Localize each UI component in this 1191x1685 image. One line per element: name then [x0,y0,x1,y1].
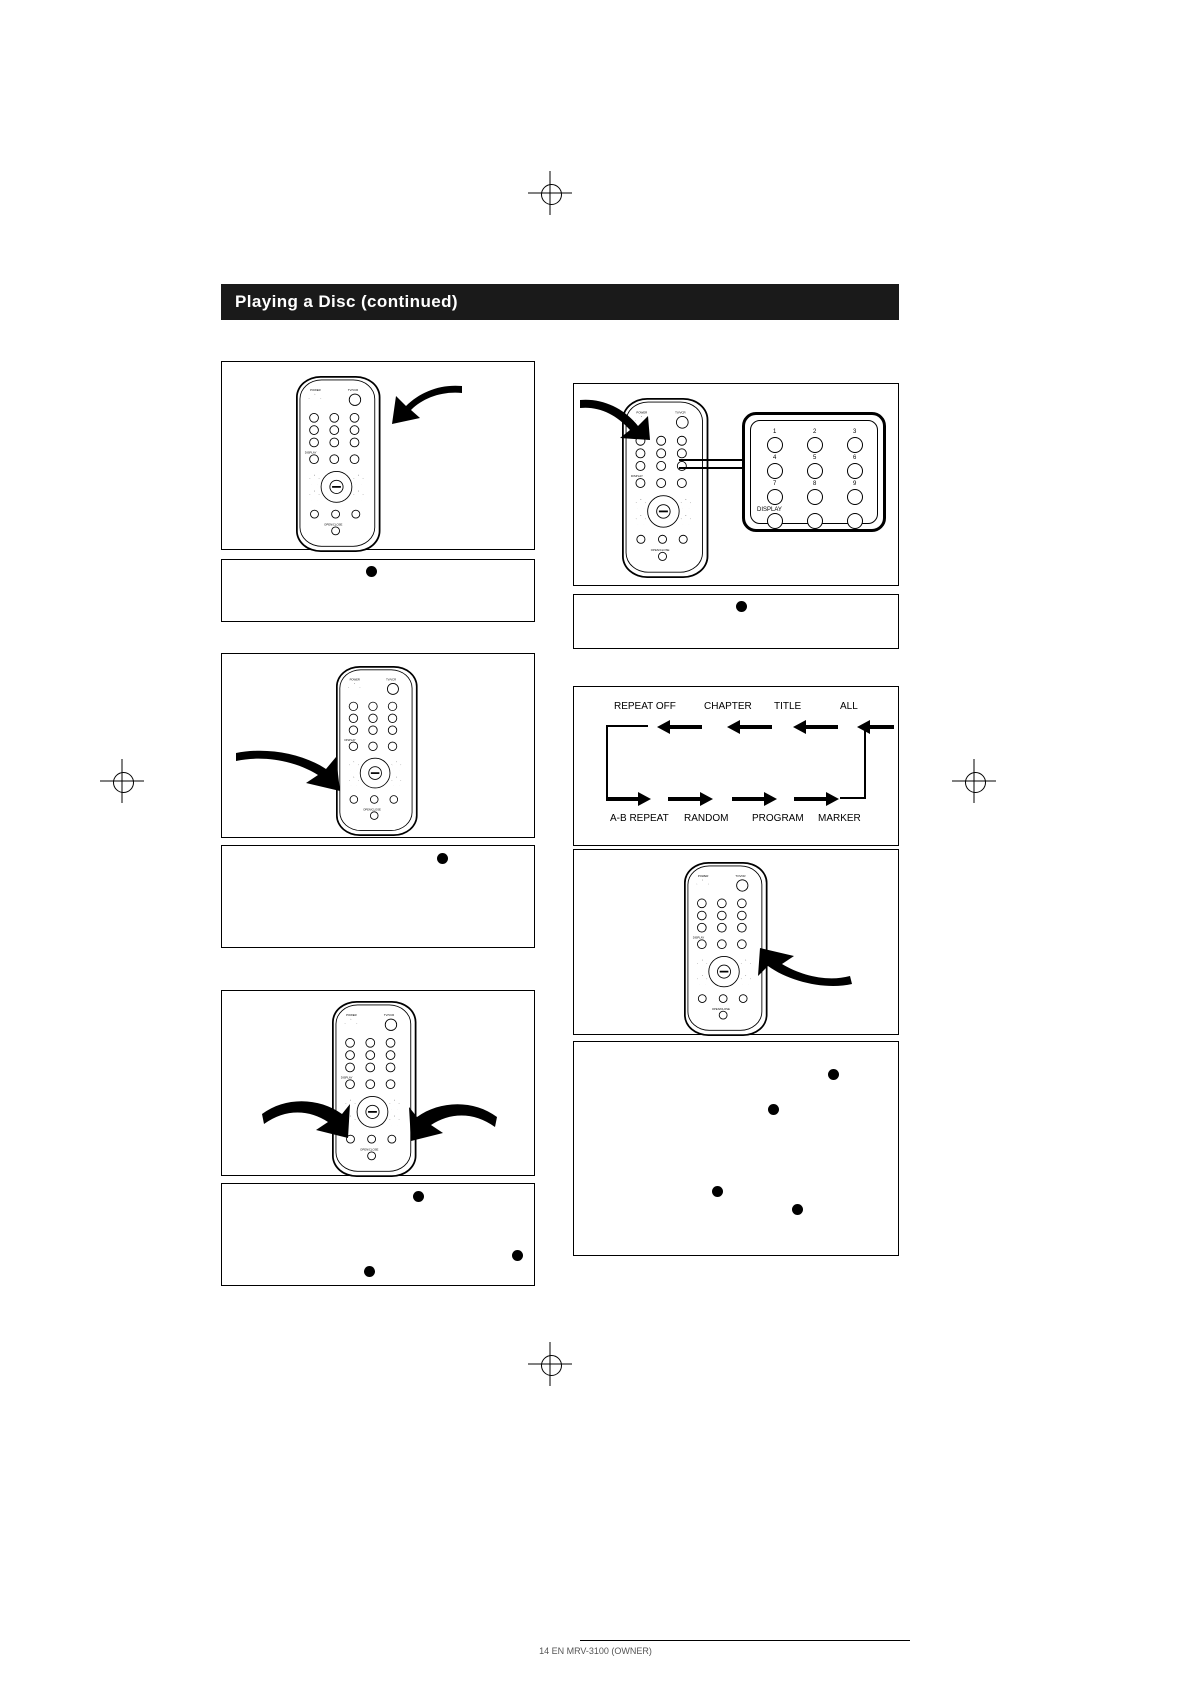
number-button-4[interactable] [697,911,707,921]
enter-bar [659,511,668,513]
cycle-connector-left-v [606,725,608,799]
number-button-8[interactable] [365,1063,375,1073]
label-display: DISPLAY [692,935,705,940]
pause-button[interactable] [719,994,728,1003]
cycle-arrow-bottom-2 [666,791,714,807]
stop-button[interactable] [387,1135,396,1144]
callout-leader-line [679,459,743,461]
enter-bar [332,486,341,488]
cycle-connector-right-h [840,797,866,799]
caption-bullet-3c [364,1266,375,1277]
callout-label-9: 9 [853,481,857,487]
callout-leader-line-lower [679,467,743,469]
cycle-arrow-bottom-1 [604,791,652,807]
number-button-7[interactable] [309,438,319,448]
number-button-5[interactable] [717,911,727,921]
figure-panel-number-buttons [573,383,899,586]
number-button-6[interactable] [386,1050,396,1060]
number-button-1[interactable] [697,899,707,909]
caption-bullet-5a [828,1069,839,1080]
callout-label-display: DISPLAY [757,507,782,513]
cycle-arrow-top-4 [856,719,896,735]
open-close-button[interactable] [719,1011,728,1020]
caption-bullet-5d [792,1204,803,1215]
pause-button[interactable] [331,510,340,519]
caption-panel-4 [573,594,899,649]
number-button-4[interactable] [636,448,646,458]
display-button[interactable] [345,1079,355,1089]
registration-mark-bottom [528,1342,572,1386]
display-button[interactable] [309,454,319,464]
callout-number-button-1[interactable] [767,437,783,453]
number-button-6[interactable] [677,448,687,458]
number-button-2[interactable] [368,702,377,711]
cycle-label-top-2: CHAPTER [704,701,752,712]
display-button[interactable] [697,939,707,949]
number-button-2[interactable] [656,436,666,446]
callout-label-1: 1 [773,429,777,435]
cycle-arrow-top-3 [792,719,840,735]
callout-label-2: 2 [813,429,817,435]
callout-number-button-2[interactable] [807,437,823,453]
number-button-3[interactable] [677,436,687,446]
label-tv-vcr: TV/VCR [675,410,686,415]
cycle-label-top-3: TITLE [774,701,802,712]
registration-circle [965,772,986,793]
callout-number-button-0[interactable] [807,513,823,529]
pointer-arrow-cursor-right [407,1099,497,1145]
callout-display-button[interactable] [767,513,783,529]
plus-ten-button[interactable] [677,478,687,488]
number-button-4[interactable] [349,714,358,723]
cycle-label-bottom-1: A-B REPEAT [610,813,669,824]
callout-number-button-4[interactable] [767,463,783,479]
number-button-0[interactable] [365,1079,375,1089]
callout-number-button-9[interactable] [847,489,863,505]
label-power: POWER [636,410,648,415]
callout-number-button-8[interactable] [807,489,823,505]
stop-button[interactable] [679,535,688,544]
number-button-0[interactable] [329,454,339,464]
display-button[interactable] [636,478,646,488]
cycle-label-top-1: REPEAT OFF [614,701,676,712]
play-button[interactable] [698,994,707,1003]
number-button-4[interactable] [309,425,319,435]
number-button-9[interactable] [350,438,360,448]
number-button-7[interactable] [636,461,646,471]
cycle-arrow-top-1 [656,719,704,735]
page-title: Playing a Disc (continued) [235,292,458,311]
registration-circle [113,772,134,793]
stop-button[interactable] [390,795,399,804]
caption-bullet-3b [512,1250,523,1261]
number-button-9[interactable] [737,923,747,933]
label-display: DISPLAY [340,1075,353,1080]
label-power: POWER [310,388,321,392]
number-button-1[interactable] [309,413,319,423]
pointer-arrow-power [390,384,462,426]
caption-bullet-1 [366,566,377,577]
enter-bar [371,772,380,774]
tv-vcr-button[interactable] [385,1019,397,1031]
callout-number-button-7[interactable] [767,489,783,505]
label-open-close: OPEN/CLOSE [650,548,670,552]
number-button-9[interactable] [388,726,397,735]
cycle-label-bottom-4: MARKER [818,813,861,824]
callout-label-6: 6 [853,455,857,461]
pointer-arrow-number-buttons [580,396,652,442]
label-power: POWER [349,677,360,682]
cycle-label-bottom-3: PROGRAM [752,813,804,824]
number-button-8[interactable] [717,923,727,933]
caption-panel-2 [221,845,535,948]
caption-panel-3 [221,1183,535,1286]
stop-button[interactable] [351,510,360,519]
play-button[interactable] [350,795,359,804]
cycle-diagram-panel [573,686,899,846]
label-open-close: OPEN/CLOSE [711,1007,730,1011]
open-close-button[interactable] [367,1151,376,1160]
callout-number-button-5[interactable] [807,463,823,479]
number-button-6[interactable] [388,714,397,723]
callout-label-4: 4 [773,455,777,461]
enter-bar [720,971,729,973]
number-button-2[interactable] [717,899,727,909]
number-button-1[interactable] [345,1038,355,1048]
label-tv-vcr: TV/VCR [347,388,359,392]
pause-button[interactable] [367,1135,376,1144]
stop-button[interactable] [739,994,748,1003]
callout-label-7: 7 [773,481,777,487]
play-button[interactable] [636,535,645,544]
caption-bullet-5c [712,1186,723,1197]
number-button-7[interactable] [345,1063,355,1073]
label-display: DISPLAY [344,738,356,742]
tv-vcr-button[interactable] [676,416,689,429]
caption-bullet-3a [413,1191,424,1202]
label-display: DISPLAY [631,474,643,479]
label-power: POWER [697,874,709,878]
open-close-button[interactable] [331,526,340,535]
number-button-8[interactable] [368,726,377,735]
label-tv-vcr: TV/VCR [383,1013,395,1017]
callout-plus-ten-button[interactable] [847,513,863,529]
cycle-label-top-4: ALL [840,701,858,712]
number-button-2[interactable] [329,413,339,423]
cycle-arrow-bottom-3 [730,791,778,807]
footer-divider [580,1640,910,1641]
figure-panel-play [573,849,899,1035]
registration-circle [541,1355,562,1376]
tv-vcr-button[interactable] [349,394,361,406]
number-button-5[interactable] [365,1050,375,1060]
number-button-3[interactable] [350,413,360,423]
label-tv-vcr: TV/VCR [386,677,397,682]
number-button-7[interactable] [697,923,707,933]
plus-ten-button[interactable] [350,454,360,464]
callout-label-8: 8 [813,481,817,487]
figure-panel-cursor [221,990,535,1176]
plus-ten-button[interactable] [386,1079,396,1089]
plus-ten-button[interactable] [737,939,747,949]
callout-number-button-3[interactable] [847,437,863,453]
registration-mark-right [952,759,996,803]
caption-panel-1 [221,559,535,622]
label-open-close: OPEN/CLOSE [363,807,381,812]
caption-bullet-4 [736,601,747,612]
tv-vcr-button[interactable] [387,683,399,695]
pause-button[interactable] [658,535,667,544]
tv-vcr-button[interactable] [736,879,748,891]
number-button-9[interactable] [386,1063,396,1073]
label-power: POWER [346,1013,357,1017]
label-open-close: OPEN/CLOSE [360,1147,379,1152]
figure-panel-power [221,361,535,550]
number-button-0[interactable] [717,939,727,949]
label-tv-vcr: TV/VCR [735,874,746,878]
number-button-8[interactable] [656,461,666,471]
number-button-5[interactable] [329,425,339,435]
number-button-0[interactable] [368,742,377,751]
figure-panel-display [221,653,535,838]
caption-bullet-5b [768,1104,779,1115]
number-button-9[interactable] [677,461,687,471]
pause-button[interactable] [370,795,379,804]
number-button-1[interactable] [349,702,358,711]
registration-mark-left [100,759,144,803]
label-open-close: OPEN/CLOSE [324,522,343,527]
number-button-3[interactable] [737,899,747,909]
page-header-bar [221,284,899,320]
number-button-4[interactable] [345,1050,355,1060]
label-display: DISPLAY [304,450,317,455]
number-button-2[interactable] [365,1038,375,1048]
pointer-arrow-play [756,946,852,992]
number-buttons-callout [742,412,886,532]
callout-number-button-6[interactable] [847,463,863,479]
cycle-arrow-top-2 [726,719,774,735]
number-button-6[interactable] [350,425,360,435]
enter-bar [368,1111,377,1113]
play-button[interactable] [310,510,319,519]
number-button-0[interactable] [656,478,666,488]
registration-mark-top [528,171,572,215]
pointer-arrow-display [236,747,342,793]
cycle-connector-left-h [606,725,648,727]
cycle-label-bottom-2: RANDOM [684,813,729,824]
plus-ten-button[interactable] [388,742,397,751]
number-button-5[interactable] [656,448,666,458]
callout-label-5: 5 [813,455,817,461]
caption-bullet-2 [437,853,448,864]
registration-circle [541,184,562,205]
open-close-button[interactable] [370,811,379,820]
cycle-arrow-bottom-4 [792,791,840,807]
open-close-button[interactable] [658,552,667,561]
footer-text: 14 EN MRV-3100 (OWNER) [539,1646,652,1656]
number-button-5[interactable] [368,714,377,723]
number-button-7[interactable] [349,726,358,735]
number-button-8[interactable] [329,438,339,448]
number-button-6[interactable] [737,911,747,921]
callout-label-3: 3 [853,429,857,435]
pointer-arrow-cursor-left [262,1096,352,1142]
caption-panel-5 [573,1041,899,1256]
cycle-connector-right-v [864,725,866,799]
number-button-3[interactable] [388,702,397,711]
display-button[interactable] [349,742,358,751]
number-button-3[interactable] [386,1038,396,1048]
